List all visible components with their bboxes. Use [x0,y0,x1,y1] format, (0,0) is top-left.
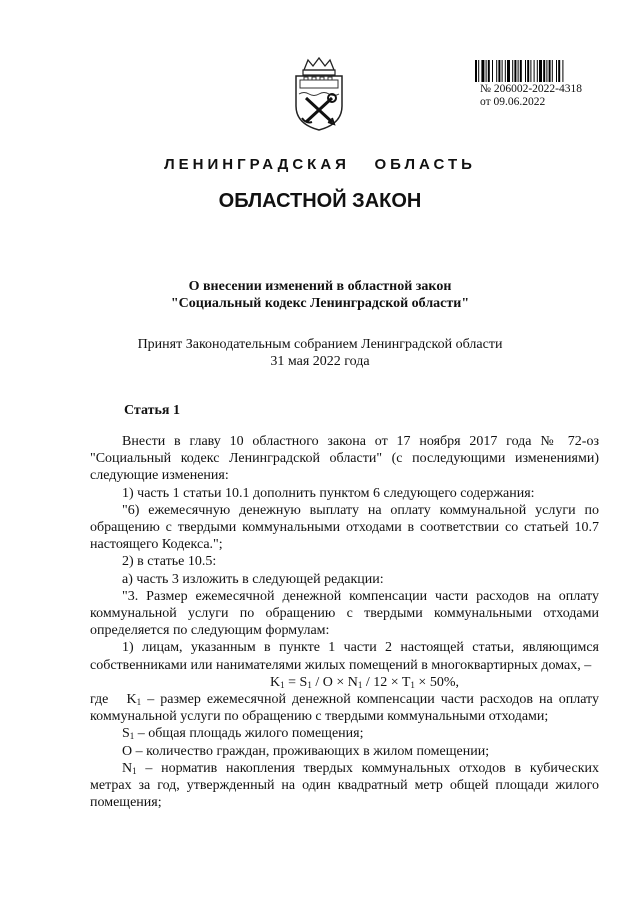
definition-n1: $N_1$ – норматив накопления твердых коммунальных отходов в кубических метрах за год, утвержденный на один квадратный метр общей площади жилого помещения; [90,760,599,811]
definition-o: O – количество граждан, проживающих в жилом помещении; [122,743,490,759]
law-title [0,278,640,312]
registration-info [480,83,582,109]
registration-date: от 09.06.2022 [480,96,546,108]
adoption-info [0,336,640,370]
definition-k1: где $K_1$ – размер ежемесячной денежной компенсации части расходов на оплату коммунальной услуги по обращению с твердыми коммунальными отходами; [90,692,599,725]
law-title-line-2: "Социальный кодекс Ленинградской области" [170,296,470,311]
barcode-icon [475,60,607,82]
article-heading: Статья 1 [124,403,180,418]
paragraph-part-3: "3. Размер ежемесячной денежной компенсации части расходов на оплату коммунальной услуги по обращению с твердыми коммунальными отходами определяется по следующим формулам: [90,588,599,639]
paragraph-item-2: 2) в статье 10.5: [122,554,217,570]
law-title-line-1: О внесении изменений в областной закон [188,279,452,294]
region-heading: ЛЕНИНГРАДСКАЯ ОБЛАСТЬ [164,156,476,173]
adoption-line-1: Принят Законодательным собранием Ленинградской области [137,337,503,352]
paragraph-quote-6: "6) ежемесячную денежную выплату на оплату коммунальной услуги по обращению с твердыми коммунальными отходами в соответствии со статьей 10.7 настоящего Кодекса."; [90,502,599,553]
paragraph-item-a: а) часть 3 изложить в следующей редакции: [122,571,384,587]
article-body [90,433,599,811]
coat-of-arms-icon [290,56,348,132]
paragraph-intro: Внести в главу 10 областного закона от 17 ноября 2017 года № 72-оз "Социальный кодекс Ленинградской области" (с последующими изменениями) следующие изменения: [90,434,599,484]
formula: $K_1 = S_1 / O \times N_1 / 12 \times T_1 \times 50\%$, [270,674,459,690]
definition-s1: $S_1$ – общая площадь жилого помещения; [122,726,364,742]
document-type-heading: ОБЛАСТНОЙ ЗАКОН [218,190,422,212]
paragraph-item-1: 1) часть 1 статьи 10.1 дополнить пунктом 6 следующего содержания: [122,485,535,501]
registration-number: № 206002-2022-4318 [480,83,583,95]
paragraph-sub-1: 1) лицам, указанным в пункте 1 части 2 настоящей статьи, являющимся собственниками или нанимателями жилых помещений в многоквартирных домах, – [90,640,599,673]
adoption-date: 31 мая 2022 года [270,354,370,369]
